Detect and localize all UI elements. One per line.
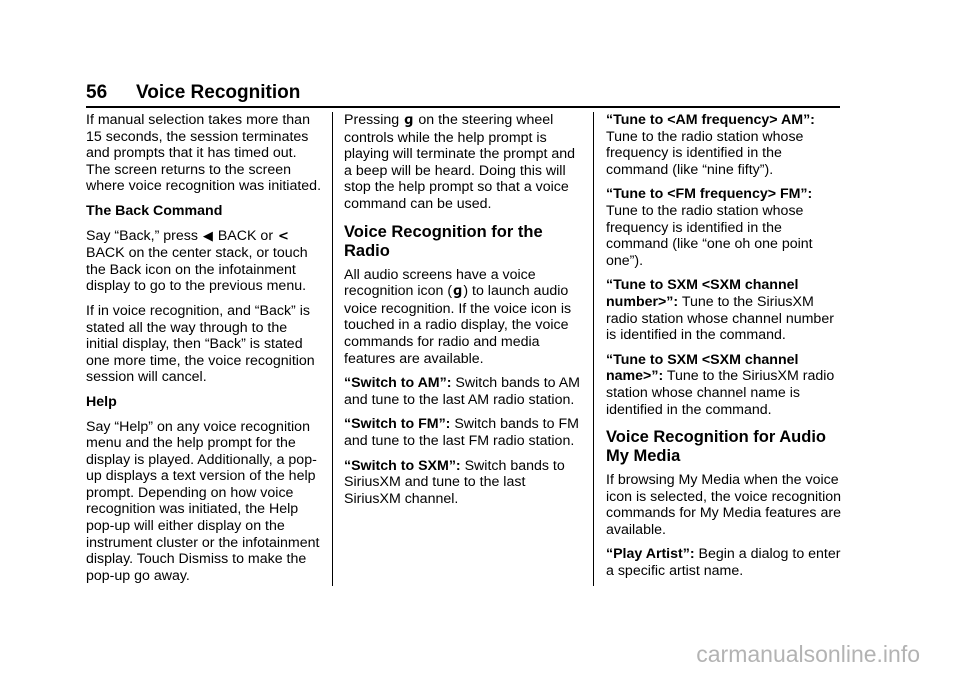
column-divider bbox=[332, 112, 333, 586]
column-1 bbox=[86, 112, 322, 592]
command-entry bbox=[606, 186, 842, 269]
column-2 bbox=[344, 112, 582, 515]
command-entry bbox=[344, 375, 582, 408]
command-description: Begin a dialog to enter a specific artist name. bbox=[606, 546, 841, 580]
command-term: “Switch to FM”: bbox=[344, 416, 451, 433]
section-title: Voice Recognition bbox=[136, 82, 301, 103]
paragraph bbox=[86, 228, 322, 295]
heading-voice-recognition-radio: Voice Recognition for the Radio bbox=[344, 222, 543, 260]
command-term: “Switch to AM”: bbox=[344, 375, 452, 392]
text-run: Say “Back,” press bbox=[86, 227, 202, 244]
subheading-help: Help bbox=[86, 393, 117, 410]
paragraph bbox=[344, 112, 582, 213]
command-term: “Tune to <AM frequency> AM”: bbox=[606, 112, 815, 128]
command-description: Switch bands to SiriusXM and tune to the last SiriusXM channel. bbox=[344, 457, 565, 507]
text-run: All audio screens have a voice recognition icon ( bbox=[344, 266, 536, 300]
command-description: Switch bands to AM and tune to the last AM radio station. bbox=[344, 375, 580, 408]
column-divider bbox=[593, 112, 594, 586]
heading-voice-recognition-my-media: Voice Recognition for Audio My Media bbox=[606, 428, 826, 466]
text-run: BACK on the center stack, or touch the Back icon on the infotainment display to go to the previous menu. bbox=[86, 245, 308, 295]
subheading-back-command: The Back Command bbox=[86, 202, 223, 219]
command-description: Tune to the radio station whose frequency is identified in the command (like “nine fifty”). bbox=[606, 128, 804, 178]
command-description: Tune to the SiriusXM radio station whose channel name is identified in the command. bbox=[606, 368, 835, 418]
back-arrow-icon: ◀ bbox=[202, 228, 213, 244]
page-header bbox=[86, 80, 840, 108]
command-term: “Switch to SXM”: bbox=[344, 457, 461, 474]
text-run: ) to launch audio voice recognition. If the voice icon is touched in a radio display, the voice commands for radio and media features are available. bbox=[344, 283, 572, 367]
command-entry bbox=[344, 416, 582, 449]
column-3 bbox=[606, 112, 842, 588]
command-description: Tune to the radio station whose frequency is identified in the command (like “one oh one point one”). bbox=[606, 202, 813, 269]
command-term: “Tune to SXM <SXM channel number>”: bbox=[606, 277, 799, 310]
paragraph bbox=[344, 267, 582, 368]
command-entry bbox=[606, 277, 842, 343]
command-entry bbox=[606, 546, 842, 579]
paragraph: If manual selection takes more than 15 seconds, the session terminates and prompts that it has timed out. The screen returns to the screen where voice recognition was initiated. bbox=[86, 112, 322, 195]
text-run: Pressing bbox=[344, 112, 404, 128]
paragraph: If browsing My Media when the voice icon is selected, the voice recognition commands for My Media features are available. bbox=[606, 472, 842, 538]
page-number: 56 bbox=[86, 82, 108, 103]
paragraph: Say “Help” on any voice recognition menu and the help prompt for the display is played. Additionally, a pop-up displays a text version of the help prompt. Depending on how voice recognition was initiated, the Help pop-up will either display on the instrument cluster or the infotainment display. Touch Dismiss to make the pop-up go away. bbox=[86, 418, 320, 584]
back-chevron-icon: < bbox=[277, 228, 289, 244]
command-description: Tune to the SiriusXM radio station whose channel number is identified in the command. bbox=[606, 293, 834, 344]
command-description: Switch bands to FM and tune to the last FM radio station. bbox=[344, 416, 579, 449]
paragraph: If in voice recognition, and “Back” is stated all the way through to the initial display, then “Back” is stated one more time, the voice recognition session will cancel. bbox=[86, 302, 315, 386]
command-entry bbox=[606, 112, 842, 178]
text-run: on the steering wheel controls while the help prompt is playing will terminate the prompt and a beep will be heard. Doing this will stop the help prompt so that a voice command can be used. bbox=[344, 112, 576, 212]
watermark: carmanualsonline.info bbox=[696, 641, 920, 667]
command-term: “Tune to <FM frequency> FM”: bbox=[606, 186, 813, 203]
text-run: BACK or bbox=[213, 227, 277, 244]
steering-voice-icon: ɡ bbox=[404, 113, 414, 128]
command-entry bbox=[606, 352, 842, 418]
command-entry bbox=[344, 458, 582, 508]
command-term: “Play Artist”: bbox=[606, 546, 695, 563]
command-term: “Tune to SXM <SXM channel name>”: bbox=[606, 351, 799, 385]
voice-recognition-icon: ɡ bbox=[453, 284, 463, 300]
